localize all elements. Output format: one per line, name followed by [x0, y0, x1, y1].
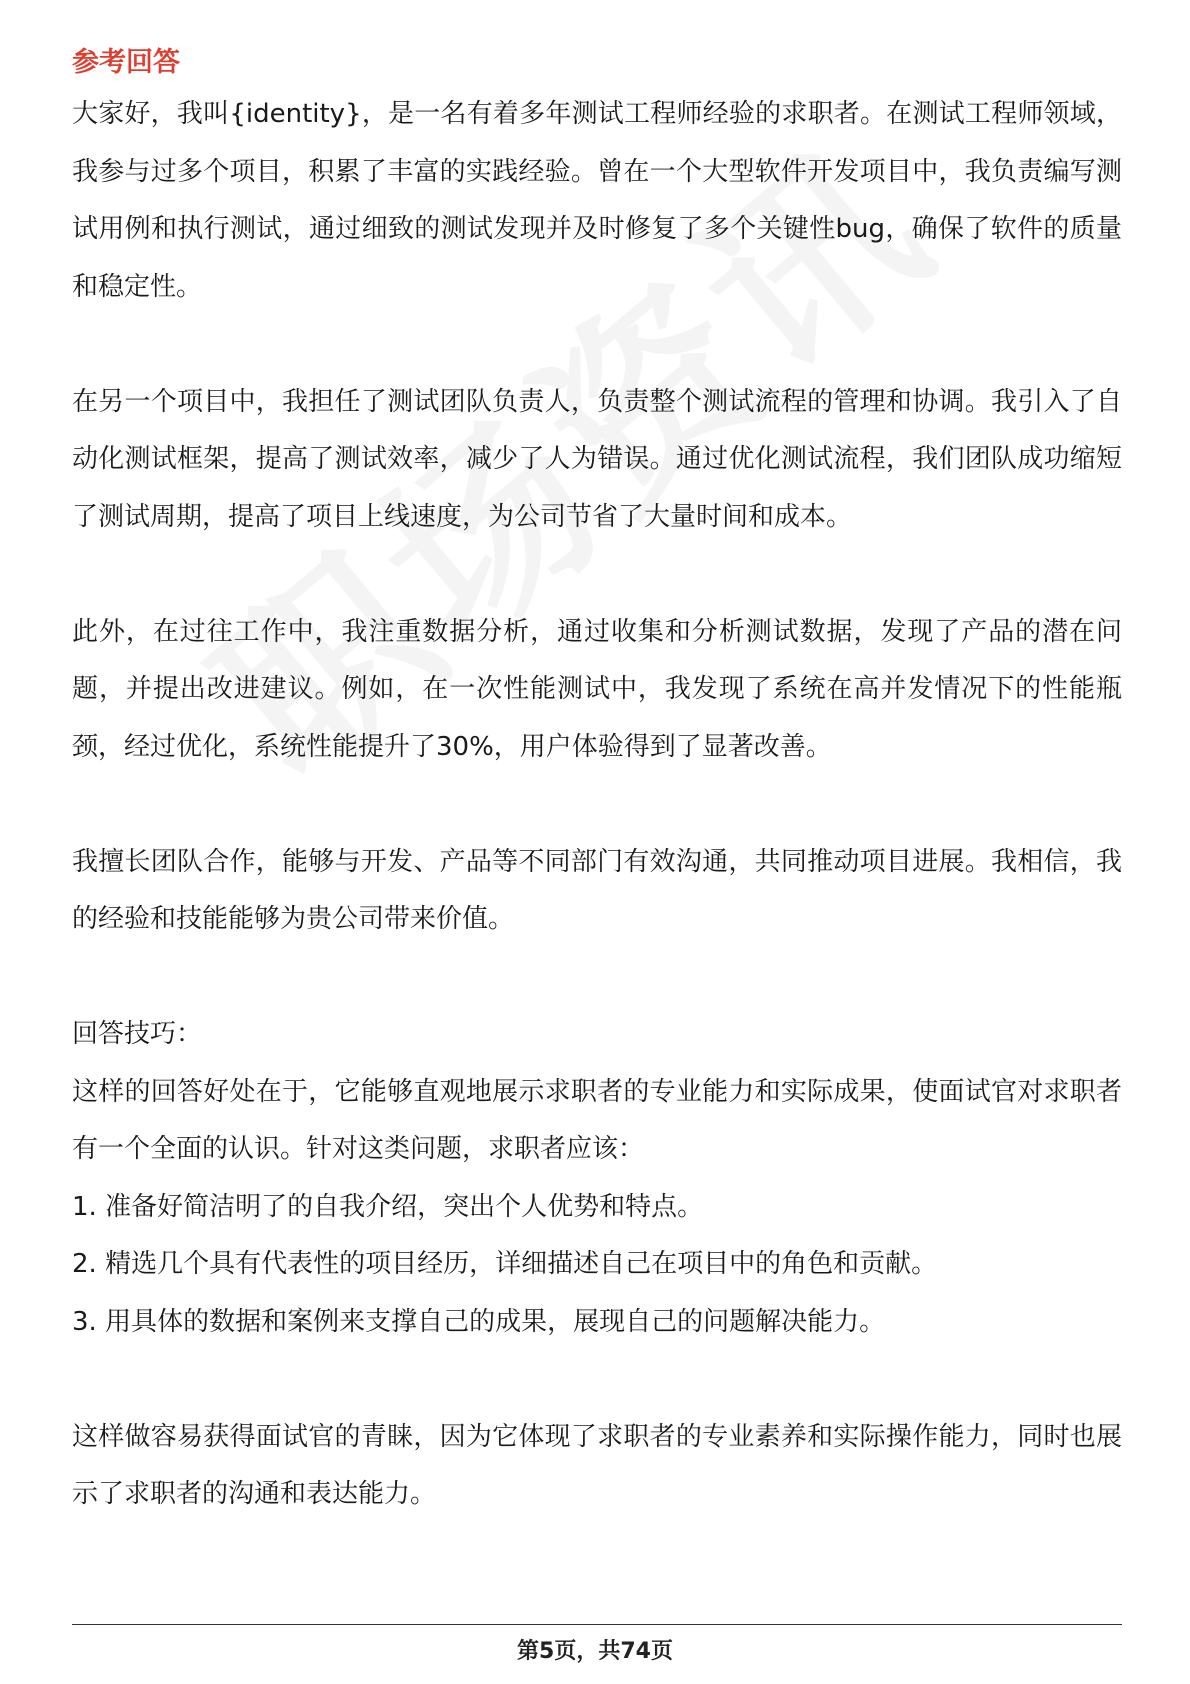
answer-paragraph-1: 大家好，我叫{identity}，是一名有着多年测试工程师经验的求职者。在测试工程师领域，我参与过多个项目，积累了丰富的实践经验。曾在一个大型软件开发项目中，我负责编写测试用例和执行测试，通过细致的测试发现并及时修复了多个关键性bug，确保了软件的质量和稳定性。 [72, 99, 1122, 302]
paragraph-gap [72, 1351, 1122, 1409]
paragraph-gap [72, 776, 1122, 834]
paragraph-gap [72, 949, 1122, 1007]
answer-paragraph-4: 我擅长团队合作，能够与开发、产品等不同部门有效沟通，共同推动项目进展。我相信，我的经验和技能能够为贵公司带来价值。 [72, 846, 1122, 934]
tips-intro: 这样的回答好处在于，它能够直观地展示求职者的专业能力和实际成果，使面试官对求职者有一个全面的认识。针对这类问题，求职者应该： [72, 1076, 1122, 1164]
paragraph-gap [72, 316, 1122, 374]
paragraph-gap [72, 546, 1122, 604]
tips-item-1: 1. 准备好简洁明了的自我介绍，突出个人优势和特点。 [72, 1191, 704, 1222]
tips-item-3: 3. 用具体的数据和案例来支撑自己的成果，展现自己的问题解决能力。 [72, 1306, 886, 1337]
page-number: 第5页，共74页 [517, 1639, 673, 1664]
tips-item-2: 2. 精选几个具有代表性的项目经历，详细描述自己在项目中的角色和贡献。 [72, 1249, 938, 1279]
footer-divider [72, 1624, 1122, 1625]
document-body [72, 46, 1122, 1524]
section-title: 参考回答 [72, 47, 180, 78]
answer-paragraph-2: 在另一个项目中，我担任了测试团队负责人，负责整个测试流程的管理和协调。我引入了自动化测试框架，提高了测试效率，减少了人为错误。通过优化测试流程，我们团队成功缩短了测试周期，提高了项目上线速度，为公司节省了大量时间和成本。 [72, 386, 1122, 532]
answer-paragraph-3: 此外，在过往工作中，我注重数据分析，通过收集和分析测试数据，发现了产品的潜在问题，并提出改进建议。例如，在一次性能测试中，我发现了系统在高并发情况下的性能瓶颈，经过优化，系统性能提升了30%，用户体验得到了显著改善。 [72, 616, 1122, 762]
tips-heading: 回答技巧： [72, 1019, 203, 1049]
tips-conclusion: 这样做容易获得面试官的青睐，因为它体现了求职者的专业素养和实际操作能力，同时也展示了求职者的沟通和表达能力。 [72, 1421, 1122, 1509]
